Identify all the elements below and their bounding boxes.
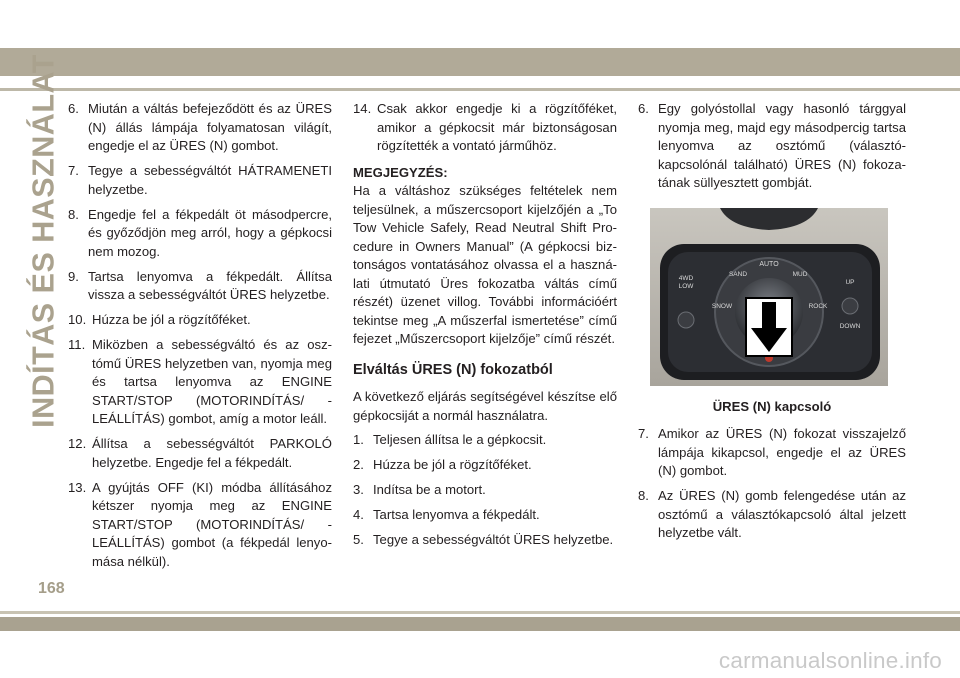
list-item: 13. A gyújtás OFF (KI) módba állításához kétszer nyomja meg az ENGINE START/STOP (MOTORINDÍTÁS/ -LEÁLLÍTÁS) gombot (a fékpedál lenyomása nélkül). [68,479,332,569]
header-rule [0,88,960,91]
note-text: Ha a váltáshoz szükséges feltételek nem teljesülnek, a műszercsoport kijelzőjén a „To Tow Vehicle Safely, Read Neutral Shift Procedure in Owners Manual” (A gépkocsi biztonságos vontatásához olvassa el a használati útmutató Üres fokozatba váltás című részét) üzenet villog. További információért tekintse meg „A műszerfal ismertetése” című fejezet „Műszercsoport kijelzője” című részét. [353,183,617,346]
label-up: UP [845,279,855,286]
list-item: 11. Miközben a sebességváltó és az osztómű ÜRES helyzetben van, nyomja meg és tartsa lenyomva az ENGINE START/STOP (MOTORINDÍTÁS/ -LEÁLLÍTÁS) gombot, amíg a motor leáll. [68,337,332,426]
list-item: 6. Egy golyóstollal vagy hasonló tárggyal nyomja meg, majd egy másodpercig tartsa lenyomva az osztómű (választókapcsolónál található) ÜRES (N) fokozatának süllyesztett gombját. [638,101,906,190]
label-4wd: 4WD [678,275,694,282]
section-heading: Elváltás ÜRES (N) fokozatból [353,361,553,378]
column-right [638,100,906,549]
list-item: 4. Tartsa lenyomva a fékpedált. [353,507,540,522]
mode-label-auto: AUTO [759,261,779,268]
list-item: 3. Indítsa be a motort. [353,482,486,497]
list-item: 6. Miután a váltás befejeződött és az ÜRES (N) állás lámpája folyamatosan világít, engedje el az ÜRES (N) gombot. [68,101,332,153]
list-item: 14. Csak akkor engedje ki a rögzítőféket, amikor a gépkocsit már biztonságosan rögzítették a vontató járműhöz. [353,101,617,153]
mode-label-mud: MUD [792,271,808,278]
left-button [678,312,694,328]
label-low: LOW [678,283,694,290]
list-item: 5. Tegye a sebességváltót ÜRES helyzetbe. [353,532,614,547]
neutral-switch-photo [650,208,888,386]
right-button [842,298,858,314]
section-intro: A következő eljárás segítségével készítse elő gépkocsiját a normál használatra. [353,389,617,423]
column-middle [353,100,617,556]
mode-label-snow: SNOW [711,303,733,310]
section-side-title: INDÍTÁS ÉS HASZNÁLAT [26,54,61,428]
list-item: 1. Teljesen állítsa le a gépkocsit. [353,432,547,447]
list-item: 8. Az ÜRES (N) gomb felengedése után az osztómű a választókapcsoló által jelzett helyzetbe vált. [638,488,906,540]
list-item: 2. Húzza be jól a rögzítőféket. [353,457,532,472]
list-item: 10. Húzza be jól a rögzítőféket. [68,312,251,327]
footer-band [0,617,960,631]
note-heading: MEGJEGYZÉS: [353,164,448,180]
list-item: 9. Tartsa lenyomva a fékpedált. Állítsa vissza a sebességváltót ÜRES helyzetbe. [68,268,332,302]
label-down: DOWN [839,323,861,330]
watermark: carmanualsonline.info [718,648,942,673]
page-number: 168 [38,580,65,597]
mode-label-sand: SAND [728,271,748,278]
mode-label-rock: ROCK [808,303,828,310]
figure-caption: ÜRES (N) kapcsoló [712,398,832,414]
list-item: 7. Amikor az ÜRES (N) fokozat visszajelző lámpája kikapcsol, engedje el az ÜRES (N) gombot. [638,426,906,478]
header-band [0,48,960,76]
list-item: 8. Engedje fel a fékpedált öt másodpercre, és győződjön meg arról, hogy a gépkocsi nem mozog. [68,206,332,259]
footer-rule [0,611,960,614]
column-left [68,100,332,578]
list-item: 12. Állítsa a sebességváltót PARKOLÓ helyzetbe. Engedje fel a fékpedált. [68,436,332,470]
list-item: 7. Tegye a sebességváltót HÁTRAMENETI helyzetbe. [68,163,332,197]
